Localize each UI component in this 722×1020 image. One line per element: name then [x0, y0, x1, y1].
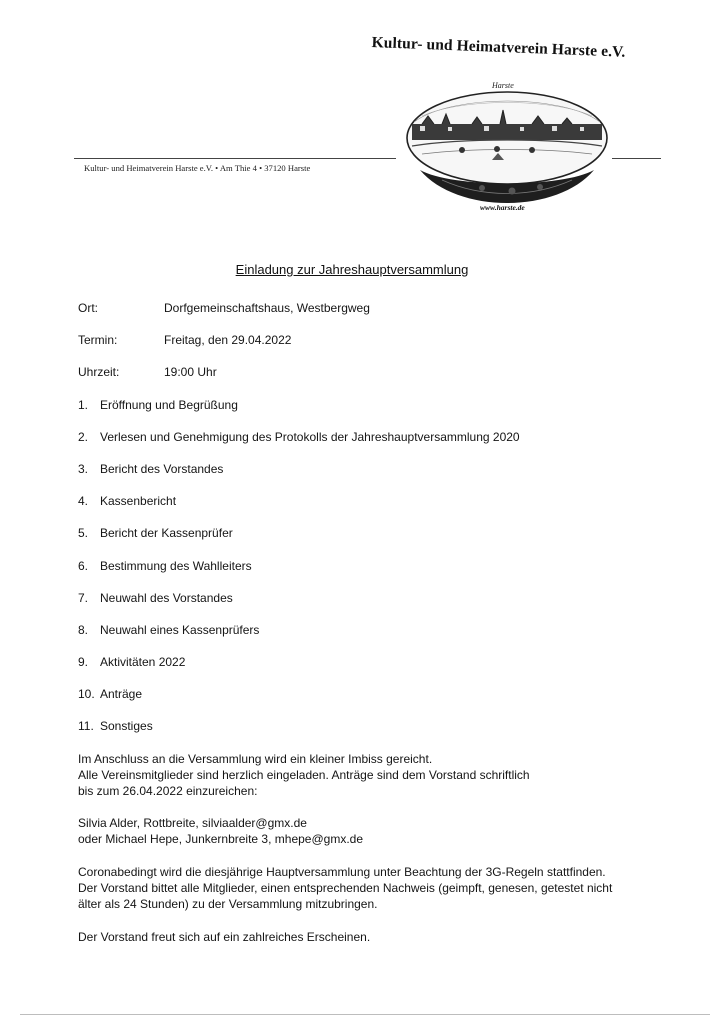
notice-line: Im Anschluss an die Versammlung wird ein kleiner Imbiss gereicht.: [78, 752, 433, 766]
agenda-text: Bestimmung des Wahlleiters: [100, 559, 252, 573]
meta-label: Termin:: [78, 333, 118, 347]
notice-line: bis zum 26.04.2022 einzureichen:: [78, 784, 258, 798]
notice-line: Alle Vereinsmitglieder sind herzlich eingeladen. Anträge sind dem Vorstand schriftlich: [78, 768, 530, 782]
covid-paragraph: [78, 864, 612, 912]
agenda-number: 11.: [78, 719, 94, 733]
agenda-number: 5.: [78, 526, 89, 540]
agenda-text: Verlesen und Genehmigung des Protokolls der Jahreshauptversammlung 2020: [100, 430, 520, 444]
notice-paragraph: [78, 751, 530, 799]
meta-value: Dorfgemeinschaftshaus, Westbergweg: [164, 301, 370, 315]
agenda-item: [78, 398, 238, 412]
page-bottom-edge: [20, 1014, 710, 1015]
agenda-text: Kassenbericht: [100, 494, 177, 508]
agenda-item: [78, 494, 176, 508]
agenda-item: [78, 430, 520, 444]
agenda-number: 6.: [78, 559, 89, 573]
contact-line: oder Michael Hepe, Junkernbreite 3, mhepe@gmx.de: [78, 832, 363, 846]
meta-location: [78, 301, 370, 315]
covid-line: älter als 24 Stunden) zu der Versammlung mitzubringen.: [78, 897, 378, 911]
agenda-item: [78, 526, 233, 540]
meta-label: Ort:: [78, 301, 98, 315]
agenda-number: 1.: [78, 398, 89, 412]
agenda-item: [78, 719, 153, 733]
agenda-text: Neuwahl des Vorstandes: [100, 591, 233, 605]
meta-time: [78, 365, 217, 379]
agenda-text: Bericht des Vorstandes: [100, 462, 224, 476]
agenda-text: Neuwahl eines Kassenprüfers: [100, 623, 260, 637]
agenda-number: 3.: [78, 462, 89, 476]
agenda-item: [78, 559, 252, 573]
agenda-number: 8.: [78, 623, 89, 637]
covid-line: Der Vorstand bittet alle Mitglieder, einen entsprechenden Nachweis (geimpft, genesen, getestet nicht: [78, 881, 613, 895]
agenda-text: Bericht der Kassenprüfer: [100, 526, 233, 540]
agenda-item: [78, 655, 185, 669]
header-rule-right: [612, 158, 661, 159]
agenda-text: Aktivitäten 2022: [100, 655, 186, 669]
emblem-website: www.harste.de: [480, 203, 525, 212]
agenda-text: Eröffnung und Begrüßung: [100, 398, 238, 412]
agenda-item: [78, 591, 233, 605]
document-title: Einladung zur Jahreshauptversammlung: [235, 262, 469, 277]
meta-label: Uhrzeit:: [78, 365, 120, 379]
covid-line: Coronabedingt wird die diesjährige Hauptversammlung unter Beachtung der 3G-Regeln stattfinden.: [78, 865, 606, 879]
agenda-number: 10.: [78, 687, 95, 701]
sender-address-line: Kultur- und Heimatverein Harste e.V. • Am Thie 4 • 37120 Harste: [84, 163, 311, 173]
agenda-item: [78, 462, 223, 476]
agenda-number: 9.: [78, 655, 89, 669]
agenda-text: Anträge: [100, 687, 143, 701]
agenda-number: 7.: [78, 591, 89, 605]
agenda-item: [78, 687, 142, 701]
closing-line: Der Vorstand freut sich auf ein zahlreiches Erscheinen.: [78, 930, 371, 944]
agenda-number: 2.: [78, 430, 89, 444]
contact-line: Silvia Alder, Rottbreite, silviaalder@gmx.de: [78, 816, 307, 830]
agenda-text: Sonstiges: [100, 719, 153, 733]
meta-value: 19:00 Uhr: [164, 365, 217, 379]
contacts-paragraph: [78, 815, 363, 847]
meta-value: Freitag, den 29.04.2022: [164, 333, 292, 347]
agenda-number: 4.: [78, 494, 89, 508]
meta-date: [78, 333, 291, 347]
agenda-item: [78, 623, 259, 637]
emblem-label: Harste: [492, 81, 514, 90]
village-emblem-image: [402, 76, 612, 216]
header-rule-left: [74, 158, 396, 159]
organization-title: Kultur- und Heimatverein Harste e.V.: [371, 34, 626, 61]
